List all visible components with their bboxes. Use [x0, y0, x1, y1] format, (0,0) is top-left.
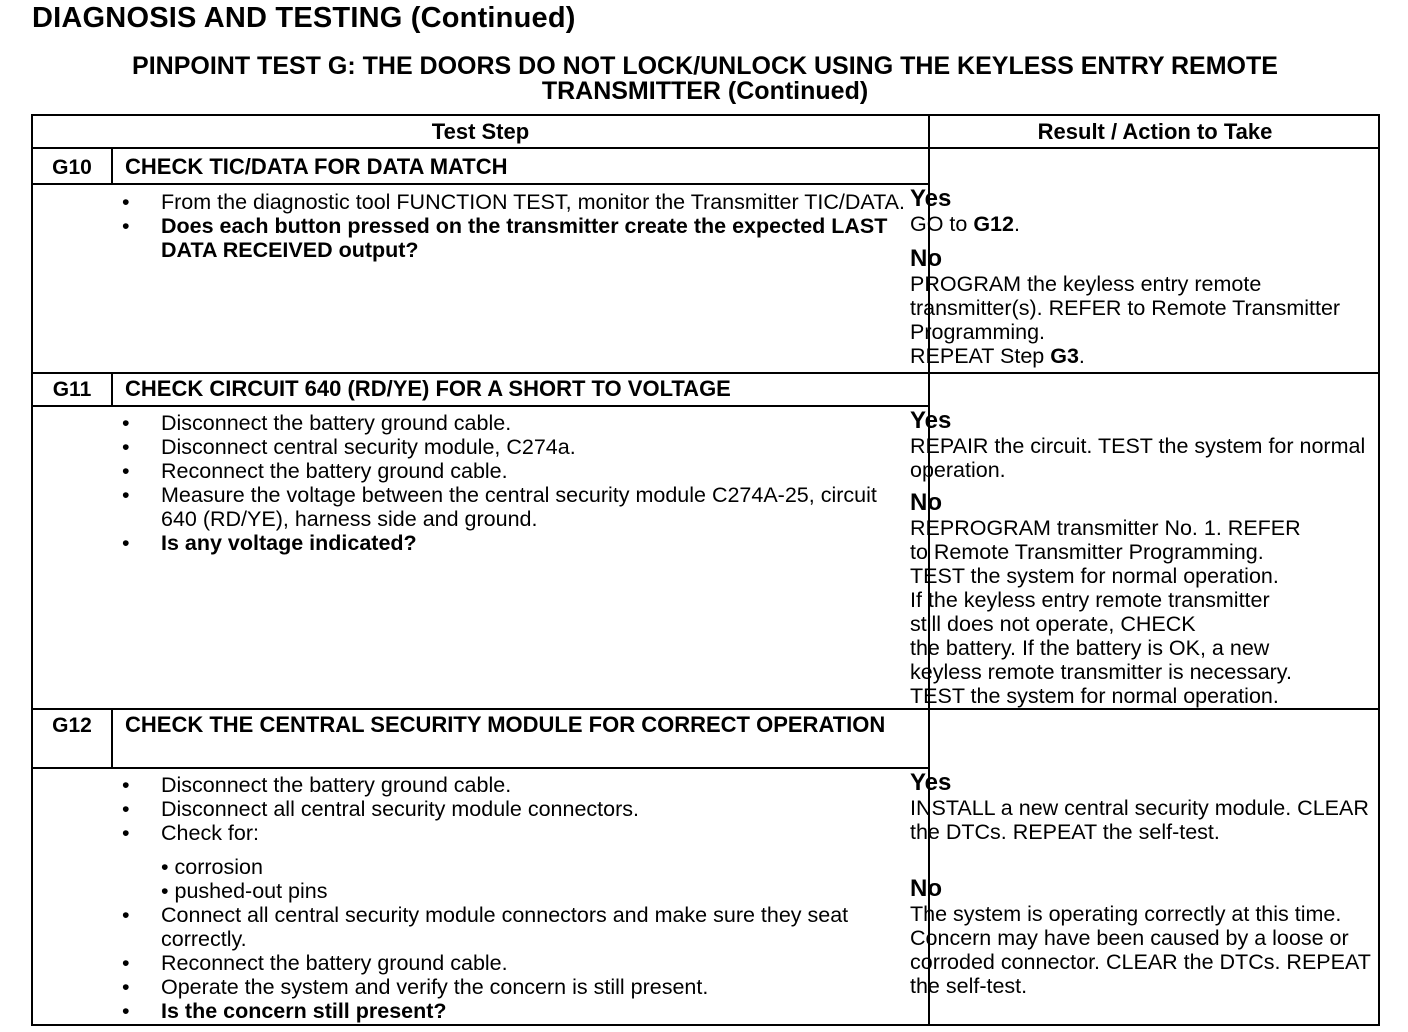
- step-title-g12: CHECK THE CENTRAL SECURITY MODULE FOR CORRECT OPERATION: [125, 712, 886, 737]
- g11-title-divider: [33, 405, 930, 407]
- yes-action: GO to G12.: [910, 212, 1020, 236]
- g12-id-divider: [111, 710, 113, 767]
- result-column-header: Result / Action to Take: [1037, 119, 1273, 144]
- g12-result: [910, 770, 1380, 998]
- list-item-question: • Does each button pressed on the transmitter create the expected LAST DATA RECEIVED output?: [33, 214, 913, 262]
- list-item: • Disconnect central security module, C274a.: [33, 435, 913, 459]
- g11-step-list: [33, 411, 913, 555]
- step-title-g10: CHECK TIC/DATA FOR DATA MATCH: [125, 154, 508, 179]
- list-item-question: • Is the concern still present?: [33, 999, 913, 1023]
- no-action-line: REPROGRAM transmitter No. 1. REFER: [910, 516, 1301, 540]
- g10-step-list: [33, 190, 913, 262]
- step-reference: G3: [1050, 344, 1079, 368]
- pinpoint-test-table: [31, 114, 1380, 1026]
- list-item: • Measure the voltage between the central security module C274A-25, circuit 640 (RD/YE), harness side and ground.: [33, 483, 913, 531]
- list-item: • From the diagnostic tool FUNCTION TEST, monitor the Transmitter TIC/DATA.: [33, 190, 913, 214]
- g11-id-divider: [111, 374, 113, 405]
- list-item: • Connect all central security module connectors and make sure they seat correctly.: [33, 903, 913, 951]
- list-item: • Disconnect the battery ground cable.: [33, 411, 913, 435]
- list-item: • Reconnect the battery ground cable.: [33, 951, 913, 975]
- no-action: The system is operating correctly at this time. Concern may have been caused by a loose or corroded connector. CLEAR the DTCs. REPEAT the self-test.: [910, 902, 1371, 998]
- list-item: • Check for:: [33, 821, 913, 845]
- no-action-line: to Remote Transmitter Programming.: [910, 540, 1264, 564]
- header-row-divider: [33, 147, 1378, 149]
- g10-id-divider: [111, 149, 113, 183]
- test-step-column-header: Test Step: [431, 119, 530, 144]
- no-action-repeat: REPEAT Step G3.: [910, 344, 1085, 368]
- sub-list-item: • corrosion: [161, 855, 263, 879]
- no-action-line: If the keyless entry remote transmitter: [910, 588, 1270, 612]
- no-action-line: keyless remote transmitter is necessary.: [910, 660, 1292, 684]
- no-action-line: TEST the system for normal operation.: [910, 684, 1279, 708]
- list-item: • Disconnect the battery ground cable.: [33, 773, 913, 797]
- g12-step-list: [33, 773, 913, 1023]
- g12-title-divider: [33, 767, 930, 769]
- no-action: PROGRAM the keyless entry remote transmitter(s). REFER to Remote Transmitter Programming.: [910, 272, 1341, 344]
- g11-row-divider: [33, 708, 1378, 710]
- page-title: DIAGNOSIS AND TESTING (Continued): [32, 2, 576, 34]
- no-label: No: [910, 245, 942, 272]
- no-action-line: still does not operate, CHECK: [910, 612, 1196, 636]
- step-title-g11: CHECK CIRCUIT 640 (RD/YE) FOR A SHORT TO VOLTAGE: [125, 376, 731, 401]
- pinpoint-test-title-continued: TRANSMITTER (Continued): [541, 77, 869, 105]
- g10-title-divider: [33, 183, 930, 185]
- list-item: • Operate the system and verify the concern is still present.: [33, 975, 913, 999]
- g10-result: [910, 186, 1380, 368]
- no-action-line: the battery. If the battery is OK, a new: [910, 636, 1270, 660]
- step-id-g11: G11: [52, 378, 92, 401]
- no-action-line: TEST the system for normal operation.: [910, 564, 1279, 588]
- list-item-question: • Is any voltage indicated?: [33, 531, 913, 555]
- step-id-g10: G10: [52, 156, 92, 179]
- step-id-g12: G12: [52, 714, 92, 737]
- yes-label: Yes: [910, 185, 952, 212]
- yes-label: Yes: [910, 769, 952, 796]
- step-reference: G12: [973, 212, 1014, 236]
- list-item: • Reconnect the battery ground cable.: [33, 459, 913, 483]
- yes-action: REPAIR the circuit. TEST the system for normal operation.: [910, 434, 1366, 482]
- g11-result: [910, 408, 1380, 708]
- list-item: • Disconnect all central security module connectors.: [33, 797, 913, 821]
- no-label: No: [910, 875, 942, 902]
- pinpoint-test-title: PINPOINT TEST G: THE DOORS DO NOT LOCK/UNLOCK USING THE KEYLESS ENTRY REMOTE: [132, 52, 1278, 80]
- g10-row-divider: [33, 372, 1378, 374]
- yes-action: INSTALL a new central security module. CLEAR the DTCs. REPEAT the self-test.: [910, 796, 1369, 844]
- sub-list-item: • pushed-out pins: [161, 879, 328, 903]
- no-label: No: [910, 489, 942, 516]
- yes-label: Yes: [910, 407, 952, 434]
